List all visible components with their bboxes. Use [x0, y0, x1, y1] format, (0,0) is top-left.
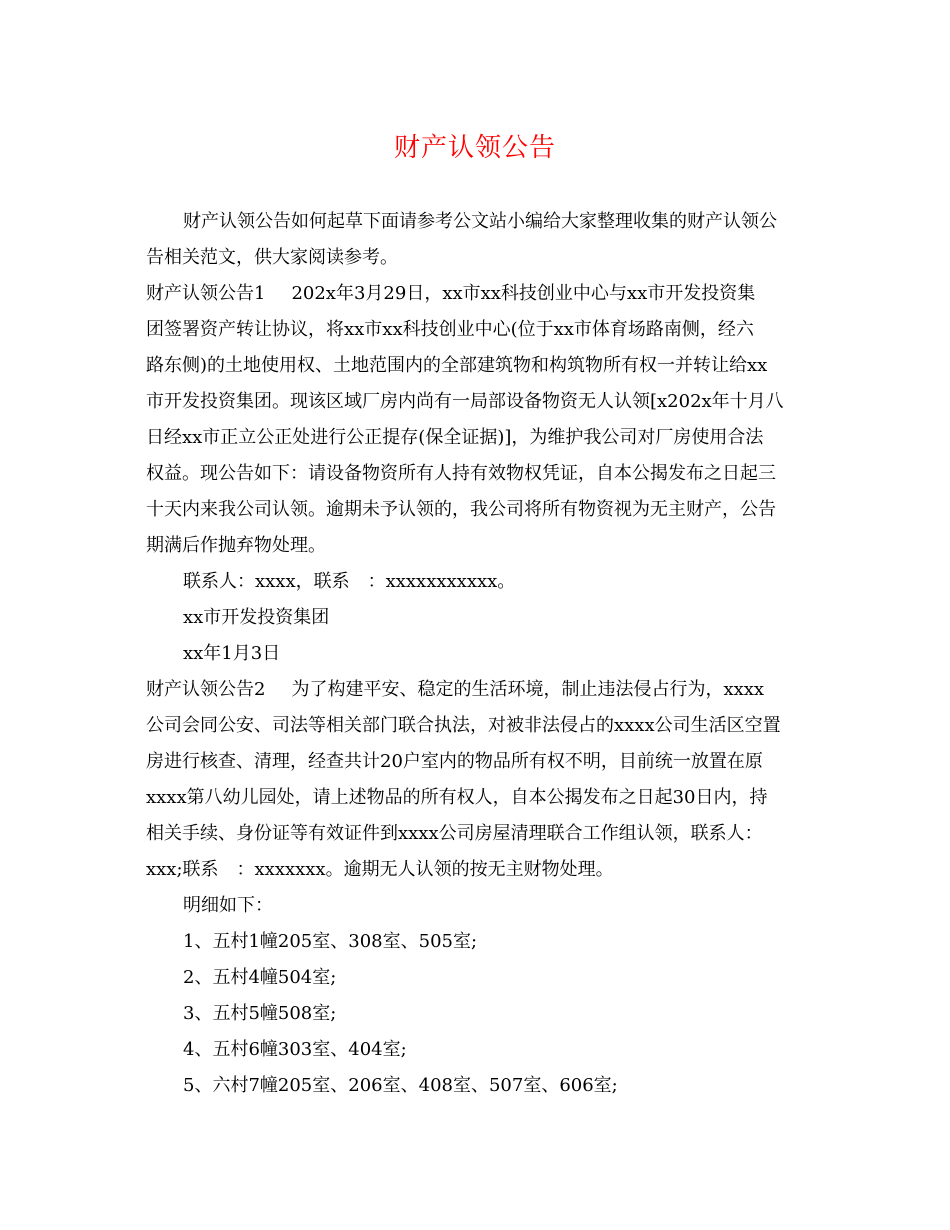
notice2-heading: 财产认领公告2 [146, 679, 266, 700]
notice1-org: xx市开发投资集团 [183, 607, 330, 628]
detail-item: 1、五村1幢205室、308室、505室; [183, 931, 478, 952]
notice2-line: 相关手续、身份证等有效证件到xxxx公司房屋清理联合工作组认领，联系人： [146, 823, 763, 844]
notice1-contact: 联系人：xxxx，联系 ：xxxxxxxxxxx。 [183, 571, 516, 592]
document-title: 财产认领公告 [393, 133, 556, 163]
notice2-first-line [146, 672, 810, 708]
document-body [146, 204, 810, 1104]
notice1-first-line [146, 276, 810, 312]
notice2-line: 房进行核查、清理，经查共计20户室内的物品所有权不明，目前统一放置在原 [146, 751, 763, 772]
notice1-heading: 财产认领公告1 [146, 283, 266, 304]
notice2-paragraph [146, 672, 810, 888]
notice2-line: 公司会同公安、司法等相关部门联合执法，对被非法侵占的xxxx公司生活区空置 [146, 715, 781, 736]
intro-paragraph [146, 204, 810, 276]
notice1-line: 日经xx市正立公正处进行公正提存(保全证据)]，为维护我公司对厂房使用合法 [146, 427, 764, 448]
notice2-line: xxxx第八幼儿园处，请上述物品的所有权人，自本公揭发布之日起30日内，持 [146, 787, 768, 808]
detail-item: 4、五村6幢303室、404室; [183, 1039, 407, 1060]
detail-item: 5、六村7幢205室、206室、408室、507室、606室; [183, 1075, 618, 1096]
notice2-line: 为了构建平安、稳定的生活环境，制止违法侵占行为，xxxx [291, 679, 765, 700]
intro-line: 告相关范文，供大家阅读参考。 [146, 247, 398, 268]
notice1-line: 市开发投资集团。现该区域厂房内尚有一局部设备物资无人认领[x202x年十月八 [146, 391, 784, 412]
notice1-line: 期满后作抛弃物处理。 [146, 535, 326, 556]
detail-item: 2、五村4幢504室; [183, 967, 337, 988]
detail-heading: 明细如下： [183, 895, 273, 916]
notice1-date: xx年1月3日 [183, 643, 281, 664]
detail-item: 3、五村5幢508室; [183, 1003, 337, 1024]
notice2-line: xxx;联系 ：xxxxxxx。逾期无人认领的按无主财物处理。 [146, 859, 614, 880]
notice1-line: 团签署资产转让协议，将xx市xx科技创业中心(位于xx市体育场路南侧，经六 [146, 319, 754, 340]
notice1-paragraph [146, 276, 810, 564]
notice2-details [146, 888, 810, 1104]
intro-line: 财产认领公告如何起草下面请参考公文站小编给大家整理收集的财产认领公 [183, 211, 777, 232]
notice1-line: 路东侧)的土地使用权、土地范围内的全部建筑物和构筑物所有权一并转让给xx [146, 355, 768, 376]
notice1-line: 十天内来我公司认领。逾期未予认领的，我公司将所有物资视为无主财产，公告 [146, 499, 776, 520]
notice1-line: 202x年3月29日，xx市xx科技创业中心与xx市开发投资集 [291, 283, 756, 304]
notice1-line: 权益。现公告如下：请设备物资所有人持有效物权凭证，自本公揭发布之日起三 [146, 463, 776, 484]
notice1-signoff [146, 564, 810, 672]
